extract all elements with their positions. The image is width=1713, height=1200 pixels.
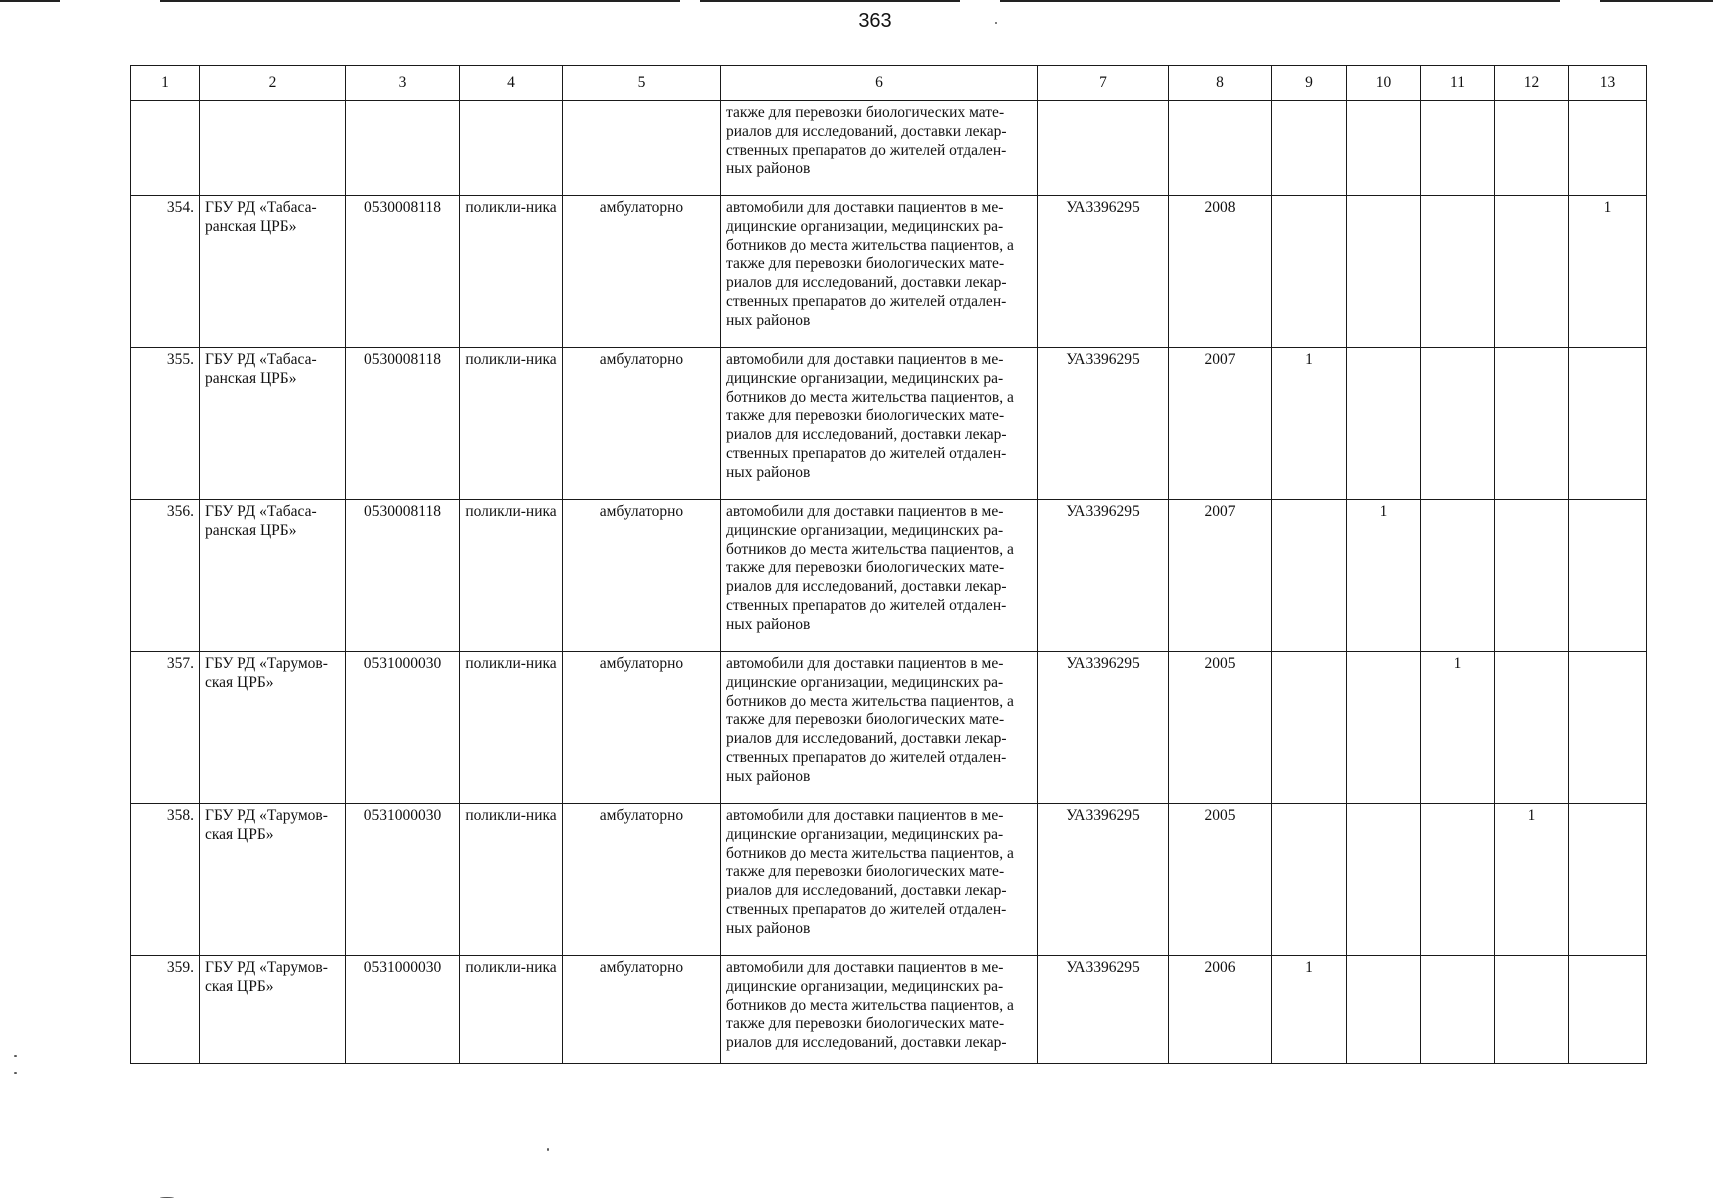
column-header: 2 — [200, 66, 346, 101]
count-cell: 1 — [1569, 196, 1647, 348]
year-cell: 2007 — [1169, 500, 1272, 652]
count-cell — [1347, 196, 1421, 348]
scan-speck — [995, 22, 997, 24]
count-cell — [1495, 500, 1569, 652]
count-cell — [1421, 804, 1495, 956]
top-edge-line — [700, 0, 960, 2]
scan-speck — [160, 1197, 174, 1198]
count-cell — [1347, 956, 1421, 1064]
count-cell — [1421, 500, 1495, 652]
care-mode-cell: амбулаторно — [563, 804, 721, 956]
facility-type-cell: поликли-ника — [460, 348, 563, 500]
inn-cell: 0530008118 — [346, 500, 460, 652]
description-cell: автомобили для доставки пациентов в ме-дицинские организации, медицинских ра-ботников до места жительства пациентов, а также для перевозки биологических мате-риалов для исследований, доставки лекар- — [721, 956, 1038, 1064]
count-cell: 1 — [1495, 804, 1569, 956]
count-cell — [1421, 348, 1495, 500]
scan-speck — [14, 1072, 17, 1074]
column-header: 9 — [1272, 66, 1347, 101]
column-header: 12 — [1495, 66, 1569, 101]
count-cell — [1569, 652, 1647, 804]
organization-cell: ГБУ РД «Тарумов-ская ЦРБ» — [200, 652, 346, 804]
row-number-cell: 358. — [131, 804, 200, 956]
count-cell: 1 — [1347, 500, 1421, 652]
facility-type-cell: поликли-ника — [460, 652, 563, 804]
column-header: 1 — [131, 66, 200, 101]
header-row — [131, 66, 1647, 101]
column-header: 6 — [721, 66, 1038, 101]
organization-cell: ГБУ РД «Табаса-ранская ЦРБ» — [200, 348, 346, 500]
count-cell — [1495, 196, 1569, 348]
count-cell — [1569, 500, 1647, 652]
column-header: 11 — [1421, 66, 1495, 101]
description-cell: также для перевозки биологических мате-риалов для исследований, доставки лекар-ственных препаратов до жителей отдален-ных районов — [721, 101, 1038, 196]
inn-cell: 0531000030 — [346, 956, 460, 1064]
care-mode-cell: амбулаторно — [563, 652, 721, 804]
code-cell: УА3396295 — [1038, 804, 1169, 956]
count-cell — [1272, 500, 1347, 652]
organization-cell: ГБУ РД «Тарумов-ская ЦРБ» — [200, 804, 346, 956]
facility-type-cell: поликли-ника — [460, 804, 563, 956]
code-cell: УА3396295 — [1038, 196, 1169, 348]
column-header: 7 — [1038, 66, 1169, 101]
count-cell — [1272, 804, 1347, 956]
facility-type-cell: поликли-ника — [460, 500, 563, 652]
top-edge-line — [1600, 0, 1713, 2]
count-cell — [1421, 196, 1495, 348]
page-number: 363 — [858, 10, 892, 32]
count-cell — [1272, 196, 1347, 348]
inn-cell: 0531000030 — [346, 652, 460, 804]
row-number-cell: 354. — [131, 196, 200, 348]
code-cell: УА3396295 — [1038, 348, 1169, 500]
inn-cell: 0530008118 — [346, 196, 460, 348]
top-edge-line — [0, 0, 60, 2]
table-row — [131, 804, 1647, 956]
description-cell: автомобили для доставки пациентов в ме-дицинские организации, медицинских ра-ботников до места жительства пациентов, а также для перевозки биологических мате-риалов для исследований, доставки лекар-ственных препаратов до жителей отдален-ных районов — [721, 804, 1038, 956]
year-cell: 2008 — [1169, 196, 1272, 348]
count-cell — [1347, 348, 1421, 500]
column-header: 3 — [346, 66, 460, 101]
top-edge-line — [1000, 0, 1560, 2]
count-cell — [1347, 652, 1421, 804]
inn-cell: 0531000030 — [346, 804, 460, 956]
code-cell: УА3396295 — [1038, 956, 1169, 1064]
count-cell: 1 — [1421, 652, 1495, 804]
care-mode-cell: амбулаторно — [563, 348, 721, 500]
organization-cell: ГБУ РД «Тарумов-ская ЦРБ» — [200, 956, 346, 1064]
description-cell: автомобили для доставки пациентов в ме-дицинские организации, медицинских ра-ботников до места жительства пациентов, а также для перевозки биологических мате-риалов для исследований, доставки лекар-ственных препаратов до жителей отдален-ных районов — [721, 652, 1038, 804]
row-number-cell: 359. — [131, 956, 200, 1064]
table-row — [131, 348, 1647, 500]
row-number-cell: 357. — [131, 652, 200, 804]
description-cell: автомобили для доставки пациентов в ме-дицинские организации, медицинских ра-ботников до места жительства пациентов, а также для перевозки биологических мате-риалов для исследований, доставки лекар-ственных препаратов до жителей отдален-ных районов — [721, 196, 1038, 348]
table-row — [131, 652, 1647, 804]
table-row — [131, 500, 1647, 652]
count-cell — [1495, 652, 1569, 804]
top-edge-line — [160, 0, 680, 2]
inn-cell: 0530008118 — [346, 348, 460, 500]
facility-type-cell: поликли-ника — [460, 956, 563, 1064]
table-row — [131, 196, 1647, 348]
care-mode-cell: амбулаторно — [563, 500, 721, 652]
column-header: 5 — [563, 66, 721, 101]
count-cell — [1495, 956, 1569, 1064]
continuation-row — [131, 101, 1647, 196]
description-cell: автомобили для доставки пациентов в ме-дицинские организации, медицинских ра-ботников до места жительства пациентов, а также для перевозки биологических мате-риалов для исследований, доставки лекар-ственных препаратов до жителей отдален-ных районов — [721, 348, 1038, 500]
data-table — [130, 65, 1647, 1064]
organization-cell: ГБУ РД «Табаса-ранская ЦРБ» — [200, 500, 346, 652]
code-cell: УА3396295 — [1038, 500, 1169, 652]
count-cell — [1421, 956, 1495, 1064]
table-row — [131, 956, 1647, 1064]
year-cell: 2005 — [1169, 804, 1272, 956]
care-mode-cell: амбулаторно — [563, 956, 721, 1064]
count-cell — [1569, 804, 1647, 956]
count-cell — [1569, 348, 1647, 500]
count-cell: 1 — [1272, 348, 1347, 500]
year-cell: 2006 — [1169, 956, 1272, 1064]
care-mode-cell: амбулаторно — [563, 196, 721, 348]
year-cell: 2005 — [1169, 652, 1272, 804]
facility-type-cell: поликли-ника — [460, 196, 563, 348]
column-header: 10 — [1347, 66, 1421, 101]
count-cell — [1347, 804, 1421, 956]
count-cell: 1 — [1272, 956, 1347, 1064]
column-header: 8 — [1169, 66, 1272, 101]
column-header: 13 — [1569, 66, 1647, 101]
code-cell: УА3396295 — [1038, 652, 1169, 804]
row-number-cell: 356. — [131, 500, 200, 652]
count-cell — [1272, 652, 1347, 804]
count-cell — [1569, 956, 1647, 1064]
row-number-cell: 355. — [131, 348, 200, 500]
column-header: 4 — [460, 66, 563, 101]
year-cell: 2007 — [1169, 348, 1272, 500]
description-cell: автомобили для доставки пациентов в ме-дицинские организации, медицинских ра-ботников до места жительства пациентов, а также для перевозки биологических мате-риалов для исследований, доставки лекар-ственных препаратов до жителей отдален-ных районов — [721, 500, 1038, 652]
scan-speck — [547, 1148, 549, 1151]
count-cell — [1495, 348, 1569, 500]
scan-speck — [14, 1055, 17, 1057]
organization-cell: ГБУ РД «Табаса-ранская ЦРБ» — [200, 196, 346, 348]
